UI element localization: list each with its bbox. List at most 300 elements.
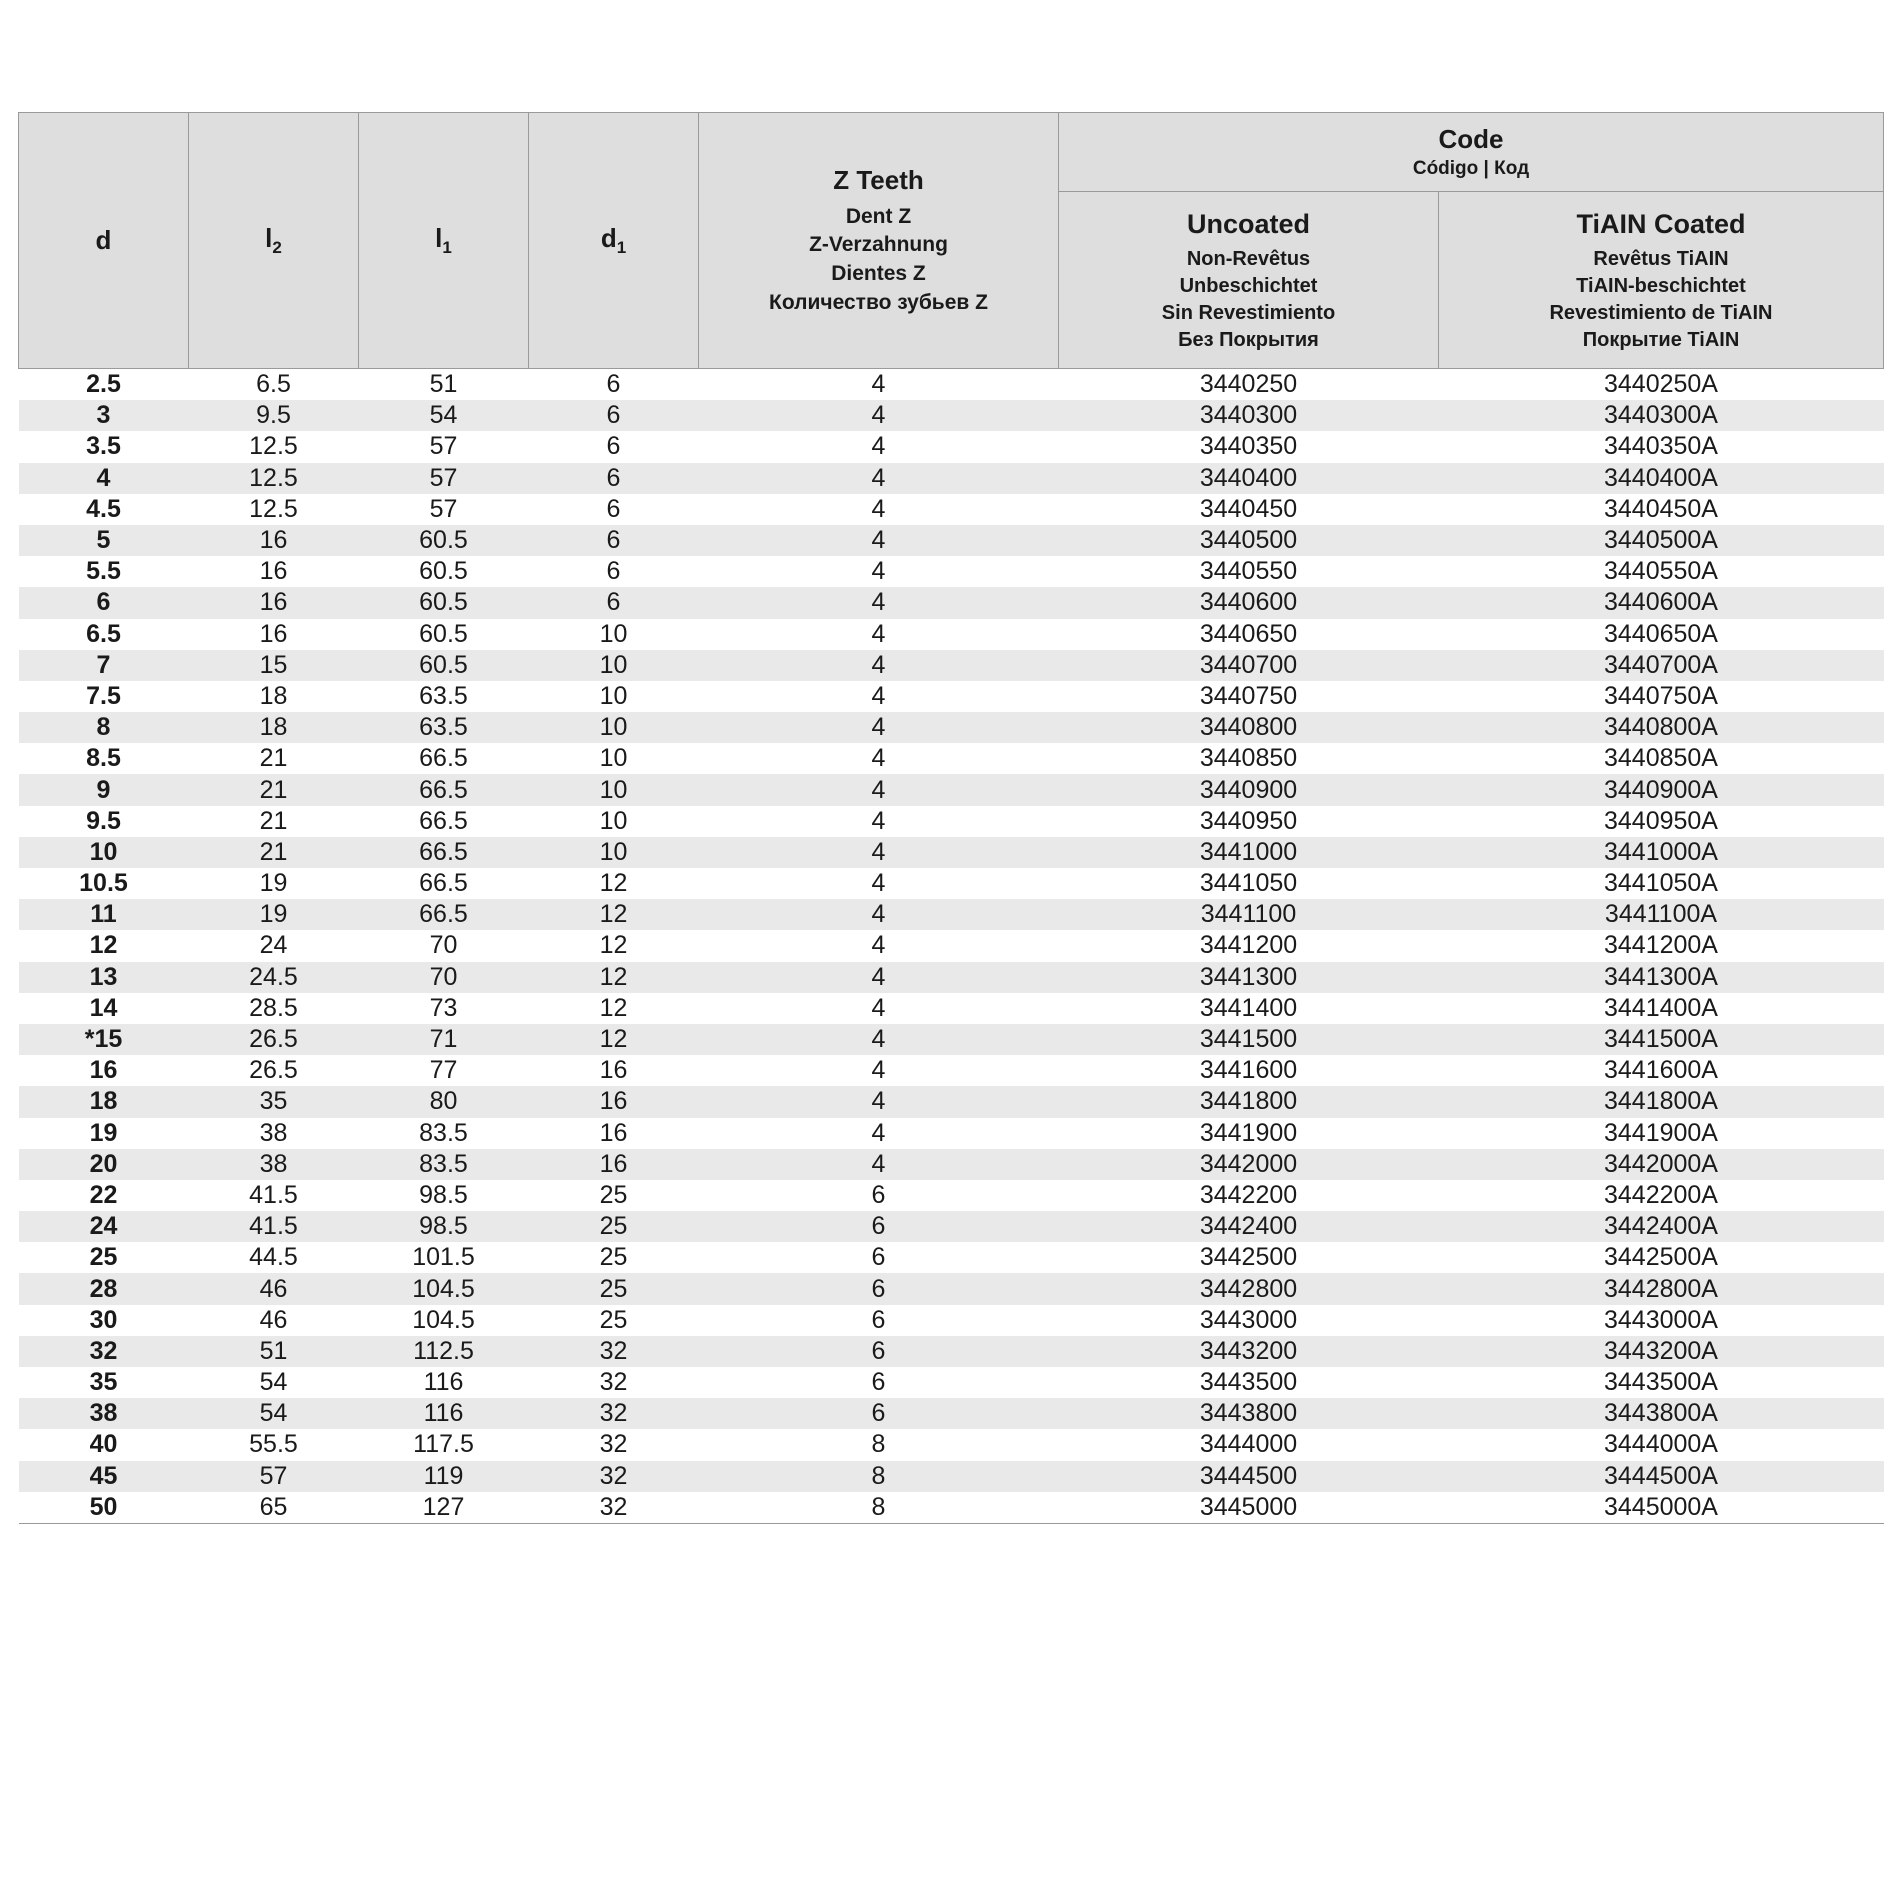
cell-l1: 60.5 [359, 619, 529, 650]
cell-code-uncoated: 3444000 [1059, 1429, 1439, 1460]
cell-code-coated: 3442200A [1439, 1180, 1884, 1211]
cell-l1: 66.5 [359, 743, 529, 774]
cell-l2: 54 [189, 1367, 359, 1398]
cell-z-teeth: 8 [699, 1429, 1059, 1460]
cell-d: 13 [19, 962, 189, 993]
cell-l1: 66.5 [359, 868, 529, 899]
cell-d1: 6 [529, 525, 699, 556]
coated-title: TiAIN Coated [1576, 209, 1746, 240]
cell-z-teeth: 6 [699, 1273, 1059, 1304]
cell-z-teeth: 4 [699, 681, 1059, 712]
cell-d1: 25 [529, 1242, 699, 1273]
cell-l2: 12.5 [189, 463, 359, 494]
cell-d1: 6 [529, 556, 699, 587]
cell-code-uncoated: 3441100 [1059, 899, 1439, 930]
cell-l2: 19 [189, 868, 359, 899]
cell-z-teeth: 4 [699, 369, 1059, 401]
cell-l2: 9.5 [189, 400, 359, 431]
cell-z-teeth: 4 [699, 868, 1059, 899]
cell-d1: 12 [529, 930, 699, 961]
cell-d1: 32 [529, 1367, 699, 1398]
z-teeth-line-fr: Dent Z [845, 204, 912, 228]
column-header-l2 [189, 113, 359, 369]
cell-l1: 57 [359, 463, 529, 494]
table-row [19, 962, 1884, 993]
cell-code-uncoated: 3443500 [1059, 1367, 1439, 1398]
cell-code-coated: 3441400A [1439, 993, 1884, 1024]
cell-z-teeth: 6 [699, 1211, 1059, 1242]
cell-l2: 24 [189, 930, 359, 961]
column-header-l1-subscript: 1 [442, 238, 452, 258]
cell-z-teeth: 4 [699, 494, 1059, 525]
table-row [19, 1336, 1884, 1367]
cell-l1: 70 [359, 930, 529, 961]
cell-d1: 6 [529, 494, 699, 525]
cell-l1: 116 [359, 1367, 529, 1398]
cell-l2: 28.5 [189, 993, 359, 1024]
cell-code-uncoated: 3443200 [1059, 1336, 1439, 1367]
cell-z-teeth: 4 [699, 1055, 1059, 1086]
cell-d1: 10 [529, 837, 699, 868]
cell-z-teeth: 4 [699, 1149, 1059, 1180]
cell-code-coated: 3440450A [1439, 494, 1884, 525]
cell-code-coated: 3440400A [1439, 463, 1884, 494]
cell-code-coated: 3440650A [1439, 619, 1884, 650]
cell-z-teeth: 4 [699, 774, 1059, 805]
table-row [19, 1180, 1884, 1211]
cell-d: 32 [19, 1336, 189, 1367]
table-row [19, 556, 1884, 587]
cell-code-coated: 3444500A [1439, 1461, 1884, 1492]
cell-code-coated: 3441050A [1439, 868, 1884, 899]
cell-d: 12 [19, 930, 189, 961]
cell-l2: 24.5 [189, 962, 359, 993]
cell-d: 3.5 [19, 431, 189, 462]
table-row [19, 1024, 1884, 1055]
cell-code-uncoated: 3443800 [1059, 1398, 1439, 1429]
cell-d1: 6 [529, 463, 699, 494]
cell-d1: 6 [529, 431, 699, 462]
cell-d1: 6 [529, 587, 699, 618]
cell-d: 8.5 [19, 743, 189, 774]
table-row [19, 1273, 1884, 1304]
cell-l2: 12.5 [189, 431, 359, 462]
table-body [19, 369, 1884, 1524]
cell-z-teeth: 4 [699, 993, 1059, 1024]
cell-z-teeth: 4 [699, 743, 1059, 774]
cell-d: 6.5 [19, 619, 189, 650]
cell-d: 5 [19, 525, 189, 556]
cell-l2: 51 [189, 1336, 359, 1367]
cell-l2: 41.5 [189, 1211, 359, 1242]
cell-l1: 71 [359, 1024, 529, 1055]
cell-d: 16 [19, 1055, 189, 1086]
cell-code-uncoated: 3440800 [1059, 712, 1439, 743]
cell-d: 25 [19, 1242, 189, 1273]
cell-d: 7.5 [19, 681, 189, 712]
table-row [19, 1429, 1884, 1460]
cell-l2: 46 [189, 1305, 359, 1336]
cell-l2: 21 [189, 806, 359, 837]
cell-z-teeth: 4 [699, 1024, 1059, 1055]
cell-d1: 32 [529, 1492, 699, 1524]
cell-l1: 70 [359, 962, 529, 993]
cell-code-uncoated: 3440950 [1059, 806, 1439, 837]
column-header-l2-subscript: 2 [272, 238, 282, 258]
cell-d1: 10 [529, 650, 699, 681]
cell-l2: 26.5 [189, 1055, 359, 1086]
column-header-d1 [529, 113, 699, 369]
cell-code-coated: 3442500A [1439, 1242, 1884, 1273]
cell-d: 38 [19, 1398, 189, 1429]
cell-d: 4.5 [19, 494, 189, 525]
cell-d: 5.5 [19, 556, 189, 587]
cell-l2: 35 [189, 1086, 359, 1117]
cell-d1: 12 [529, 1024, 699, 1055]
cell-code-coated: 3441300A [1439, 962, 1884, 993]
table-header [19, 113, 1884, 369]
footer-rule-cell [19, 1523, 1884, 1534]
cell-d1: 10 [529, 619, 699, 650]
cell-d: 18 [19, 1086, 189, 1117]
column-header-d1-subscript: 1 [616, 238, 627, 258]
cell-code-uncoated: 3441300 [1059, 962, 1439, 993]
cell-code-coated: 3445000A [1439, 1492, 1884, 1524]
cell-l1: 127 [359, 1492, 529, 1524]
cell-d: 9.5 [19, 806, 189, 837]
cell-d: 22 [19, 1180, 189, 1211]
table-row [19, 930, 1884, 961]
cell-d: 2.5 [19, 369, 189, 401]
cell-l2: 19 [189, 899, 359, 930]
cell-z-teeth: 4 [699, 930, 1059, 961]
cell-code-coated: 3441800A [1439, 1086, 1884, 1117]
cell-code-coated: 3440350A [1439, 431, 1884, 462]
cell-d1: 10 [529, 774, 699, 805]
table-row [19, 837, 1884, 868]
cell-l2: 21 [189, 774, 359, 805]
cell-z-teeth: 6 [699, 1398, 1059, 1429]
table-row [19, 774, 1884, 805]
cell-l1: 66.5 [359, 899, 529, 930]
cell-l2: 15 [189, 650, 359, 681]
cell-code-coated: 3441200A [1439, 930, 1884, 961]
cell-code-coated: 3441500A [1439, 1024, 1884, 1055]
cell-code-coated: 3441000A [1439, 837, 1884, 868]
cell-z-teeth: 4 [699, 431, 1059, 462]
cell-l1: 80 [359, 1086, 529, 1117]
table-row [19, 899, 1884, 930]
table-row [19, 1367, 1884, 1398]
cell-code-uncoated: 3440650 [1059, 619, 1439, 650]
cell-code-uncoated: 3444500 [1059, 1461, 1439, 1492]
column-header-code [1059, 113, 1884, 192]
cell-l2: 41.5 [189, 1180, 359, 1211]
cell-z-teeth: 4 [699, 525, 1059, 556]
cell-d: 7 [19, 650, 189, 681]
cell-d: 6 [19, 587, 189, 618]
cell-l2: 16 [189, 587, 359, 618]
z-teeth-line-ru: Количество зубьев Z [769, 291, 988, 315]
table-row [19, 1086, 1884, 1117]
cell-d1: 16 [529, 1055, 699, 1086]
cell-z-teeth: 4 [699, 463, 1059, 494]
uncoated-title: Uncoated [1186, 209, 1311, 240]
cell-l2: 38 [189, 1149, 359, 1180]
cell-l1: 98.5 [359, 1211, 529, 1242]
cell-l1: 57 [359, 431, 529, 462]
table-row [19, 993, 1884, 1024]
cell-code-uncoated: 3445000 [1059, 1492, 1439, 1524]
column-header-l1-label: l [435, 222, 443, 253]
cell-d1: 32 [529, 1398, 699, 1429]
cell-z-teeth: 4 [699, 899, 1059, 930]
cell-d1: 25 [529, 1305, 699, 1336]
cell-d: 20 [19, 1149, 189, 1180]
coated-line-ru: Покрытие TiAIN [1582, 328, 1740, 351]
uncoated-line-de: Unbeschichtet [1179, 274, 1318, 297]
cell-l1: 57 [359, 494, 529, 525]
cell-l2: 18 [189, 712, 359, 743]
cell-code-coated: 3440950A [1439, 806, 1884, 837]
cell-code-uncoated: 3440350 [1059, 431, 1439, 462]
cell-z-teeth: 4 [699, 1118, 1059, 1149]
cell-code-uncoated: 3441200 [1059, 930, 1439, 961]
uncoated-line-es: Sin Revestimiento [1161, 301, 1336, 324]
cell-code-uncoated: 3440450 [1059, 494, 1439, 525]
cell-code-coated: 3442400A [1439, 1211, 1884, 1242]
table-row [19, 1492, 1884, 1524]
cell-code-coated: 3442000A [1439, 1149, 1884, 1180]
cell-l2: 54 [189, 1398, 359, 1429]
cell-code-uncoated: 3441400 [1059, 993, 1439, 1024]
cell-l1: 119 [359, 1461, 529, 1492]
cell-d: 24 [19, 1211, 189, 1242]
cell-code-uncoated: 3440700 [1059, 650, 1439, 681]
cell-code-uncoated: 3442500 [1059, 1242, 1439, 1273]
cell-code-coated: 3441600A [1439, 1055, 1884, 1086]
table-row [19, 494, 1884, 525]
cell-code-coated: 3440600A [1439, 587, 1884, 618]
cell-z-teeth: 6 [699, 1242, 1059, 1273]
cell-d: 3 [19, 400, 189, 431]
table-row [19, 868, 1884, 899]
table-row [19, 743, 1884, 774]
cell-code-uncoated: 3440500 [1059, 525, 1439, 556]
z-teeth-title: Z Teeth [833, 164, 924, 195]
cell-code-uncoated: 3440600 [1059, 587, 1439, 618]
cell-code-coated: 3440300A [1439, 400, 1884, 431]
table-row [19, 619, 1884, 650]
cell-code-uncoated: 3441800 [1059, 1086, 1439, 1117]
cell-d1: 12 [529, 993, 699, 1024]
cell-l2: 65 [189, 1492, 359, 1524]
cell-code-uncoated: 3441600 [1059, 1055, 1439, 1086]
cell-d1: 10 [529, 712, 699, 743]
cell-code-uncoated: 3441050 [1059, 868, 1439, 899]
table-row [19, 431, 1884, 462]
cell-d1: 6 [529, 400, 699, 431]
coated-line-de: TiAIN-beschichtet [1576, 274, 1746, 297]
cell-code-coated: 3442800A [1439, 1273, 1884, 1304]
cell-l1: 66.5 [359, 806, 529, 837]
cell-code-uncoated: 3440550 [1059, 556, 1439, 587]
table-row [19, 1242, 1884, 1273]
cell-z-teeth: 4 [699, 400, 1059, 431]
column-header-l1 [359, 113, 529, 369]
cell-d: 8 [19, 712, 189, 743]
cell-d: 30 [19, 1305, 189, 1336]
cell-d: *15 [19, 1024, 189, 1055]
cell-d: 10 [19, 837, 189, 868]
cell-d: 10.5 [19, 868, 189, 899]
table-row [19, 806, 1884, 837]
cell-l2: 21 [189, 837, 359, 868]
cell-d1: 10 [529, 806, 699, 837]
table-row [19, 369, 1884, 401]
cell-z-teeth: 4 [699, 806, 1059, 837]
table-row [19, 525, 1884, 556]
cell-d: 35 [19, 1367, 189, 1398]
cell-z-teeth: 4 [699, 556, 1059, 587]
cell-d1: 10 [529, 681, 699, 712]
cell-code-coated: 3441900A [1439, 1118, 1884, 1149]
cell-code-uncoated: 3442800 [1059, 1273, 1439, 1304]
cell-code-uncoated: 3441500 [1059, 1024, 1439, 1055]
cell-l2: 16 [189, 556, 359, 587]
cell-l2: 21 [189, 743, 359, 774]
cell-l2: 57 [189, 1461, 359, 1492]
column-header-d-label: d [95, 225, 112, 255]
cell-l2: 18 [189, 681, 359, 712]
cell-code-coated: 3440850A [1439, 743, 1884, 774]
coated-line-fr: Revêtus TiAIN [1593, 247, 1729, 270]
table-row [19, 1118, 1884, 1149]
cell-code-coated: 3440700A [1439, 650, 1884, 681]
cell-l1: 63.5 [359, 712, 529, 743]
cell-l1: 98.5 [359, 1180, 529, 1211]
cell-l2: 16 [189, 525, 359, 556]
uncoated-line-fr: Non-Revêtus [1186, 247, 1311, 270]
cell-l1: 77 [359, 1055, 529, 1086]
cell-l2: 16 [189, 619, 359, 650]
cell-z-teeth: 4 [699, 619, 1059, 650]
cell-l2: 55.5 [189, 1429, 359, 1460]
column-header-d1-label: d [600, 222, 617, 253]
table-row [19, 650, 1884, 681]
cell-z-teeth: 4 [699, 962, 1059, 993]
column-header-uncoated [1059, 192, 1439, 369]
tool-specification-table [18, 112, 1884, 1534]
cell-code-coated: 3440800A [1439, 712, 1884, 743]
cell-z-teeth: 6 [699, 1180, 1059, 1211]
cell-l1: 51 [359, 369, 529, 401]
cell-code-coated: 3440250A [1439, 369, 1884, 401]
cell-d1: 16 [529, 1149, 699, 1180]
cell-l2: 6.5 [189, 369, 359, 401]
cell-d: 4 [19, 463, 189, 494]
cell-d1: 12 [529, 868, 699, 899]
cell-l1: 116 [359, 1398, 529, 1429]
table-row [19, 587, 1884, 618]
cell-d1: 32 [529, 1336, 699, 1367]
cell-d: 11 [19, 899, 189, 930]
uncoated-line-ru: Без Покрытия [1178, 328, 1319, 351]
cell-d1: 6 [529, 369, 699, 401]
cell-z-teeth: 8 [699, 1461, 1059, 1492]
cell-d1: 25 [529, 1273, 699, 1304]
table-row [19, 681, 1884, 712]
cell-l1: 54 [359, 400, 529, 431]
cell-l1: 63.5 [359, 681, 529, 712]
cell-l1: 73 [359, 993, 529, 1024]
cell-code-uncoated: 3440900 [1059, 774, 1439, 805]
cell-l1: 66.5 [359, 837, 529, 868]
table-footer-rule [19, 1523, 1884, 1534]
cell-d1: 25 [529, 1180, 699, 1211]
z-teeth-line-de: Z-Verzahnung [809, 233, 948, 257]
cell-z-teeth: 6 [699, 1305, 1059, 1336]
cell-code-coated: 3443800A [1439, 1398, 1884, 1429]
cell-code-uncoated: 3440300 [1059, 400, 1439, 431]
cell-d1: 16 [529, 1118, 699, 1149]
cell-l2: 26.5 [189, 1024, 359, 1055]
code-subtitle: Código | Код [1412, 158, 1530, 180]
cell-d1: 12 [529, 899, 699, 930]
cell-z-teeth: 6 [699, 1336, 1059, 1367]
cell-l1: 83.5 [359, 1118, 529, 1149]
cell-l1: 60.5 [359, 587, 529, 618]
cell-d1: 16 [529, 1086, 699, 1117]
cell-d: 28 [19, 1273, 189, 1304]
table-row [19, 400, 1884, 431]
cell-l2: 46 [189, 1273, 359, 1304]
column-header-z-teeth [699, 113, 1059, 369]
column-header-d [19, 113, 189, 369]
cell-code-uncoated: 3440850 [1059, 743, 1439, 774]
cell-d: 19 [19, 1118, 189, 1149]
table-row [19, 1398, 1884, 1429]
column-header-tialn-coated [1439, 192, 1884, 369]
cell-l1: 104.5 [359, 1305, 529, 1336]
cell-d1: 25 [529, 1211, 699, 1242]
cell-z-teeth: 4 [699, 650, 1059, 681]
cell-l1: 83.5 [359, 1149, 529, 1180]
table-row [19, 1305, 1884, 1336]
table-row [19, 1211, 1884, 1242]
cell-l2: 12.5 [189, 494, 359, 525]
cell-l1: 60.5 [359, 525, 529, 556]
column-header-l2-label: l [265, 222, 273, 253]
cell-code-uncoated: 3442400 [1059, 1211, 1439, 1242]
cell-l1: 60.5 [359, 650, 529, 681]
cell-code-uncoated: 3442000 [1059, 1149, 1439, 1180]
cell-l2: 38 [189, 1118, 359, 1149]
cell-z-teeth: 4 [699, 712, 1059, 743]
cell-code-coated: 3441100A [1439, 899, 1884, 930]
cell-code-coated: 3443500A [1439, 1367, 1884, 1398]
cell-z-teeth: 6 [699, 1367, 1059, 1398]
cell-code-uncoated: 3441000 [1059, 837, 1439, 868]
cell-l1: 104.5 [359, 1273, 529, 1304]
table-row [19, 1055, 1884, 1086]
cell-d: 50 [19, 1492, 189, 1524]
cell-code-uncoated: 3440750 [1059, 681, 1439, 712]
cell-z-teeth: 8 [699, 1492, 1059, 1524]
cell-z-teeth: 4 [699, 1086, 1059, 1117]
cell-d: 14 [19, 993, 189, 1024]
cell-code-coated: 3444000A [1439, 1429, 1884, 1460]
